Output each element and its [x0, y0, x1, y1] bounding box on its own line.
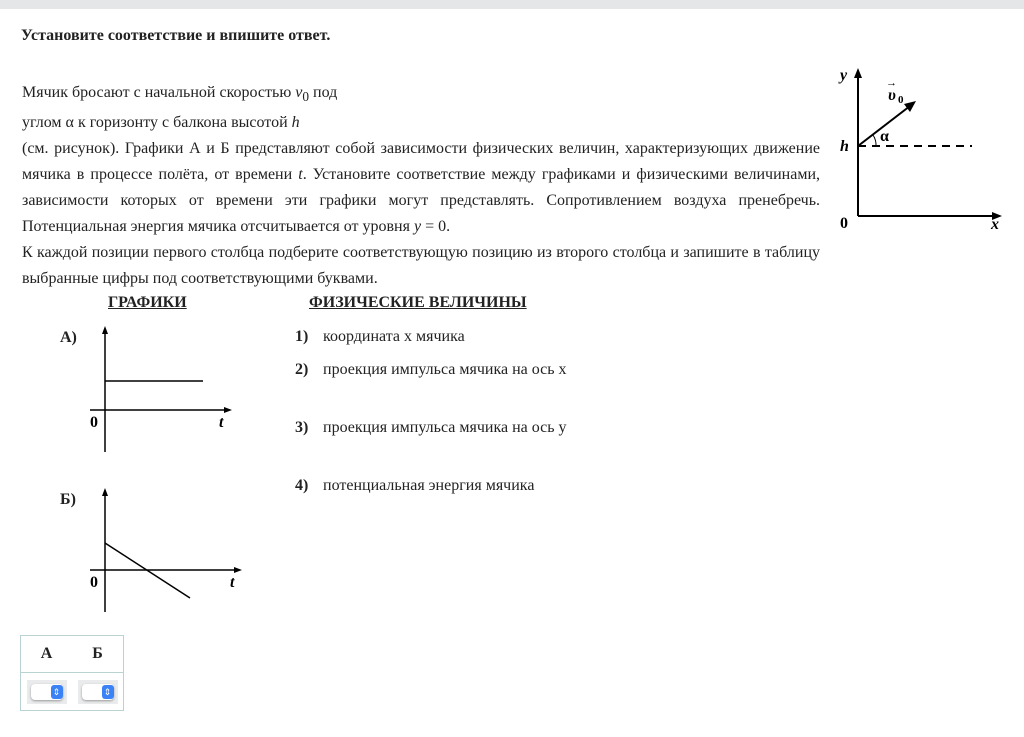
svg-text:t: t — [230, 574, 235, 591]
y-axis-label: y — [840, 67, 848, 84]
graph-a — [80, 320, 250, 460]
svg-text:0: 0 — [90, 574, 98, 591]
option-1: 1) координата x мячика — [295, 328, 465, 345]
answer-a-select[interactable] — [27, 680, 67, 704]
svg-text:t: t — [219, 414, 224, 431]
quantities-header: ФИЗИЧЕСКИЕ ВЕЛИЧИНЫ — [309, 294, 527, 311]
chevron-updown-icon: ⇕ — [51, 685, 63, 699]
column-a: А — [21, 636, 73, 673]
x-axis-label: x — [991, 216, 999, 233]
problem-text: Мячик бросают с начальной скоростью $v_0$ под углом α к горизонту с балкона высотой h (см. рисунок). Графики А и Б представляют собой зависимости физических величин, характеризующих движение мячика в процессе полёта, от времени t. Установите соответствие между графиками и физическими величинами, зависимости которых от времени эти графики могут представлять. Сопротивлением воздуха пренебречь. Потенциальная энергия мячика отсчитывается от уровня y = 0. К каждой позиции первого столбца подберите соответствующую позицию из второго столбца и запишите в таблицу выбранные цифры под соответствующими буквами. — [22, 84, 821, 288]
graph-b — [80, 482, 250, 622]
column-b: Б — [72, 636, 124, 673]
h-label: h — [840, 138, 849, 155]
graphs-header: ГРАФИКИ — [108, 294, 187, 311]
svg-text:0: 0 — [840, 215, 848, 232]
answer-b-select[interactable] — [78, 680, 118, 704]
velocity-label: υ — [888, 87, 896, 104]
task-title: Установите соответствие и впишите ответ. — [21, 27, 331, 44]
option-4: 4) потенциальная энергия мячика — [295, 477, 535, 494]
balcony-figure — [836, 66, 1006, 236]
svg-text:0: 0 — [90, 414, 98, 431]
top-bar — [0, 0, 1024, 9]
alpha-label: α — [880, 128, 889, 145]
option-2: 2) проекция импульса мячика на ось x — [295, 361, 567, 378]
svg-text:0: 0 — [898, 94, 904, 106]
graph-b-label: Б) — [60, 491, 76, 508]
chevron-updown-icon: ⇕ — [102, 685, 114, 699]
answer-table — [20, 635, 124, 711]
graph-a-label: А) — [60, 329, 77, 346]
svg-text:→: → — [886, 77, 897, 89]
option-3: 3) проекция импульса мячика на ось y — [295, 419, 567, 436]
